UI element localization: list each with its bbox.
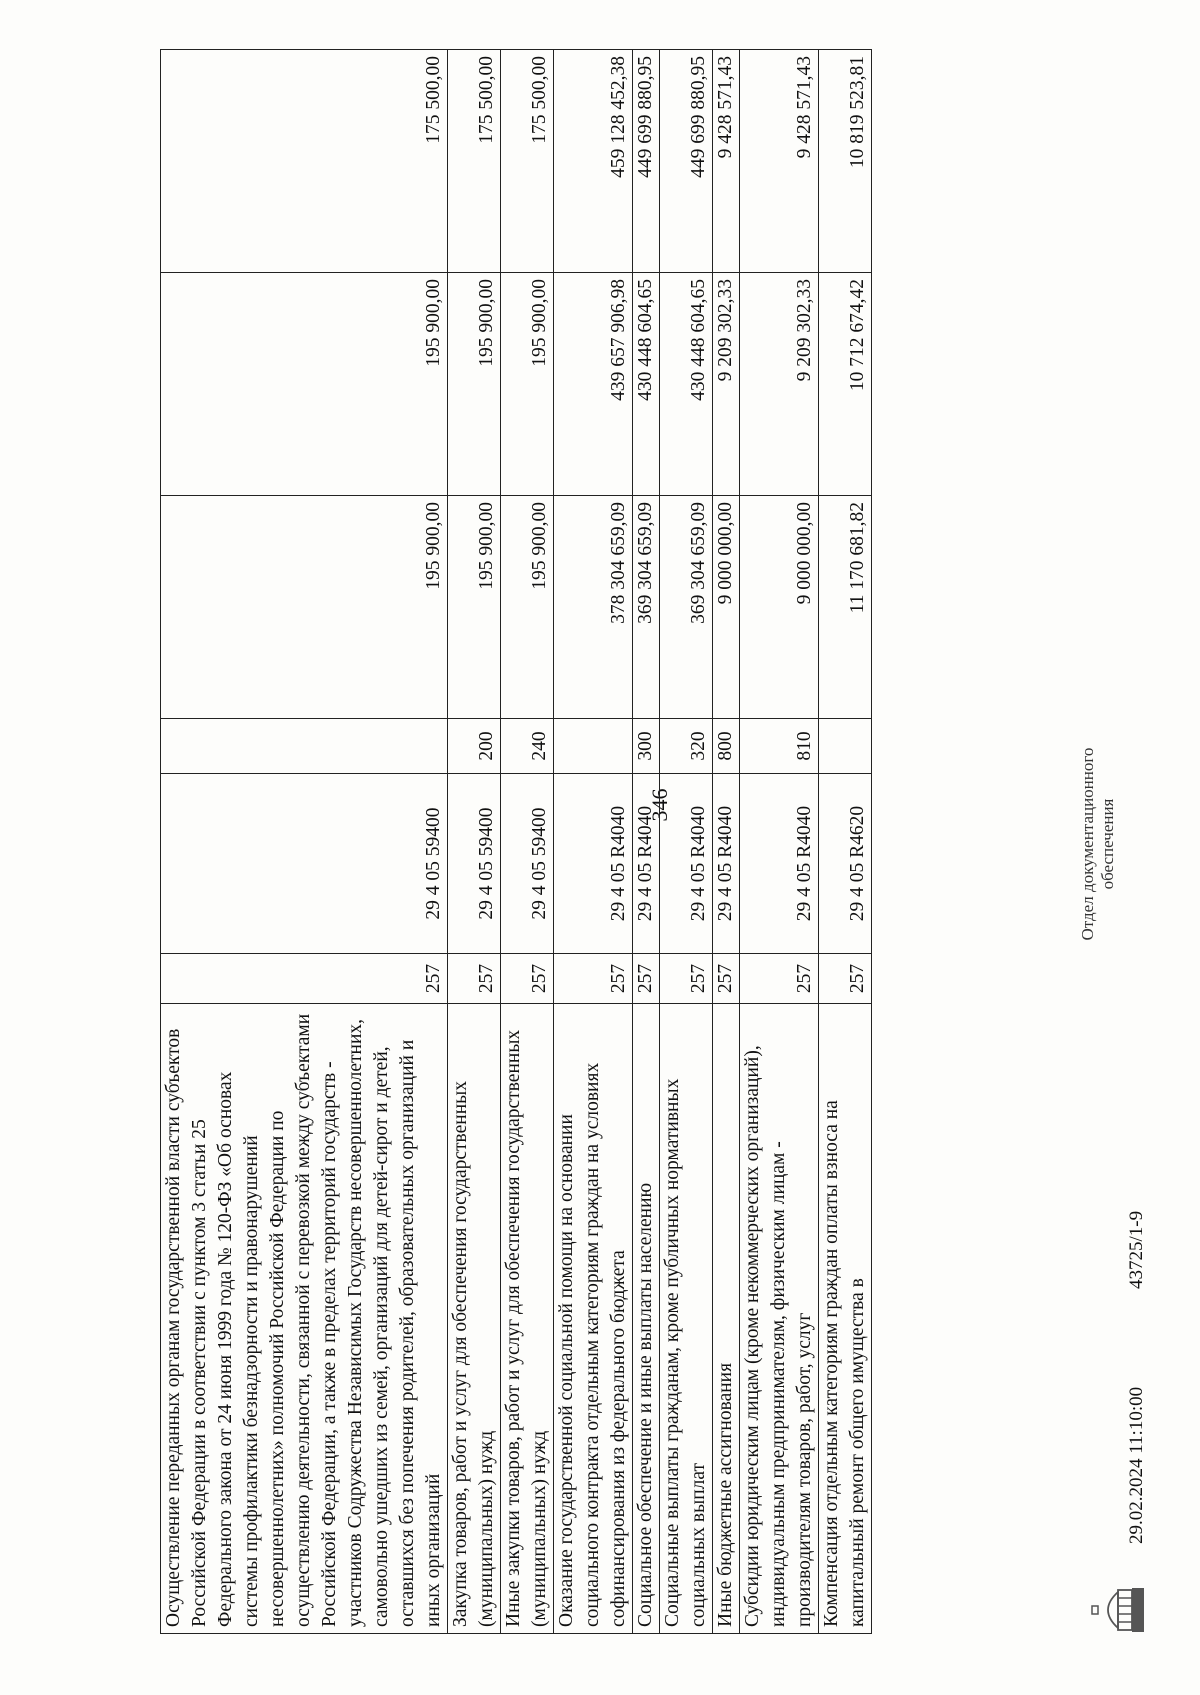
table-row xyxy=(633,50,660,1634)
expense-type-code: 300 xyxy=(633,719,660,774)
row-description: Компенсация отдельным категориям граждан оплаты взноса на капитальный ремонт общего имущества в xyxy=(819,1004,872,1634)
amount-year-3: 175 500,00 xyxy=(161,50,448,273)
target-article-code: 29 4 05 R4040 xyxy=(633,774,660,954)
page-footer xyxy=(1078,49,1158,1634)
budget-table xyxy=(160,49,872,1634)
expense-type-code: 810 xyxy=(740,719,819,774)
table-row xyxy=(501,50,554,1634)
table-row xyxy=(819,50,872,1634)
amount-year-3: 459 128 452,38 xyxy=(554,50,633,273)
table-row xyxy=(161,50,448,1634)
amount-year-2: 439 657 906,98 xyxy=(554,273,633,496)
amount-year-3: 449 699 880,95 xyxy=(633,50,660,273)
row-description: Социальные выплаты гражданам, кроме публичных нормативных социальных выплат xyxy=(660,1004,713,1634)
ministry-code: 257 xyxy=(161,954,448,1004)
row-description: Закупка товаров, работ и услуг для обеспечения государственных (муниципальных) нужд xyxy=(448,1004,501,1634)
ministry-code: 257 xyxy=(448,954,501,1004)
stamp-line: Отдел документационного xyxy=(1078,747,1097,941)
amount-year-3: 449 699 880,95 xyxy=(660,50,713,273)
row-description: Субсидии юридическим лицам (кроме некоммерческих организаций), индивидуальным предпринимателям, физическим лицам - производителям товаров, работ, услуг xyxy=(740,1004,819,1634)
amount-year-3: 175 500,00 xyxy=(448,50,501,273)
expense-type-code: 240 xyxy=(501,719,554,774)
amount-year-2: 430 448 604,65 xyxy=(660,273,713,496)
row-description: Социальное обеспечение и иные выплаты населению xyxy=(633,1004,660,1634)
target-article-code: 29 4 05 59400 xyxy=(448,774,501,954)
target-article-code: 29 4 05 R4040 xyxy=(740,774,819,954)
ministry-code: 257 xyxy=(501,954,554,1004)
row-description: Осуществление переданных органам государственной власти субъектов Российской Федерации в соответствии с пунктом 3 статьи 25 Федерального закона от 24 июня 1999 года № 120-ФЗ «Об основах системы профилактики безнадзорности и правонарушений несовершеннолетних» полномочий Российской Федерации по осуществлению деятельности, связанной с перевозкой между субъектами Российской Федерации, а также в пределах территорий государств - участников Содружества Независимых Государств несовершеннолетних, самовольно ушедших из семей, организаций для детей-сирот и детей, оставшихся без попечения родителей, образовательных организаций и иных организаций xyxy=(161,1004,448,1634)
expense-type-code: 800 xyxy=(713,719,740,774)
amount-year-1: 378 304 659,09 xyxy=(554,496,633,719)
table-row xyxy=(554,50,633,1634)
amount-year-3: 10 819 523,81 xyxy=(819,50,872,273)
ministry-code: 257 xyxy=(554,954,633,1004)
amount-year-1: 9 000 000,00 xyxy=(740,496,819,719)
ministry-code: 257 xyxy=(660,954,713,1004)
expense-type-code xyxy=(819,719,872,774)
amount-year-1: 195 900,00 xyxy=(501,496,554,719)
expense-type-code: 320 xyxy=(660,719,713,774)
amount-year-2: 9 209 302,33 xyxy=(713,273,740,496)
amount-year-2: 195 900,00 xyxy=(161,273,448,496)
footer-date: 29.02.2024 11:10:00 xyxy=(1126,1386,1147,1544)
amount-year-1: 9 000 000,00 xyxy=(713,496,740,719)
amount-year-2: 10 712 674,42 xyxy=(819,273,872,496)
footer-document-id: 43725/1-9 xyxy=(1126,1210,1147,1289)
amount-year-1: 195 900,00 xyxy=(161,496,448,719)
amount-year-1: 11 170 681,82 xyxy=(819,496,872,719)
row-description: Иные закупки товаров, работ и услуг для обеспечения государственных (муниципальных) нужд xyxy=(501,1004,554,1634)
page-number: 346 xyxy=(647,788,672,822)
expense-type-code xyxy=(554,719,633,774)
ministry-code: 257 xyxy=(819,954,872,1004)
row-description: Иные бюджетные ассигнования xyxy=(713,1004,740,1634)
target-article-code: 29 4 05 59400 xyxy=(161,774,448,954)
target-article-code: 29 4 05 R4040 xyxy=(713,774,740,954)
amount-year-1: 369 304 659,09 xyxy=(660,496,713,719)
target-article-code: 29 4 05 R4040 xyxy=(554,774,633,954)
target-article-code: 29 4 05 R4620 xyxy=(819,774,872,954)
table-row xyxy=(448,50,501,1634)
amount-year-3: 9 428 571,43 xyxy=(740,50,819,273)
ministry-code: 257 xyxy=(713,954,740,1004)
amount-year-3: 9 428 571,43 xyxy=(713,50,740,273)
department-stamp xyxy=(1078,734,1118,954)
amount-year-2: 195 900,00 xyxy=(501,273,554,496)
ministry-code: 257 xyxy=(740,954,819,1004)
table-row xyxy=(740,50,819,1634)
ministry-code: 257 xyxy=(633,954,660,1004)
stamp-line: обеспечения xyxy=(1098,798,1117,890)
row-description: Оказание государственной социальной помощи на основании социального контракта отдельным категориям граждан на условиях софинансирования из федерального бюджета xyxy=(554,1004,633,1634)
table-row xyxy=(713,50,740,1634)
amount-year-2: 9 209 302,33 xyxy=(740,273,819,496)
duma-logo-icon xyxy=(1090,1586,1150,1634)
amount-year-1: 195 900,00 xyxy=(448,496,501,719)
expense-type-code xyxy=(161,719,448,774)
amount-year-1: 369 304 659,09 xyxy=(633,496,660,719)
table-row xyxy=(660,50,713,1634)
amount-year-2: 430 448 604,65 xyxy=(633,273,660,496)
target-article-code: 29 4 05 59400 xyxy=(501,774,554,954)
amount-year-2: 195 900,00 xyxy=(448,273,501,496)
target-article-code: 29 4 05 R4040 xyxy=(660,774,713,954)
amount-year-3: 175 500,00 xyxy=(501,50,554,273)
rotated-page-content xyxy=(160,49,1147,1634)
expense-type-code: 200 xyxy=(448,719,501,774)
